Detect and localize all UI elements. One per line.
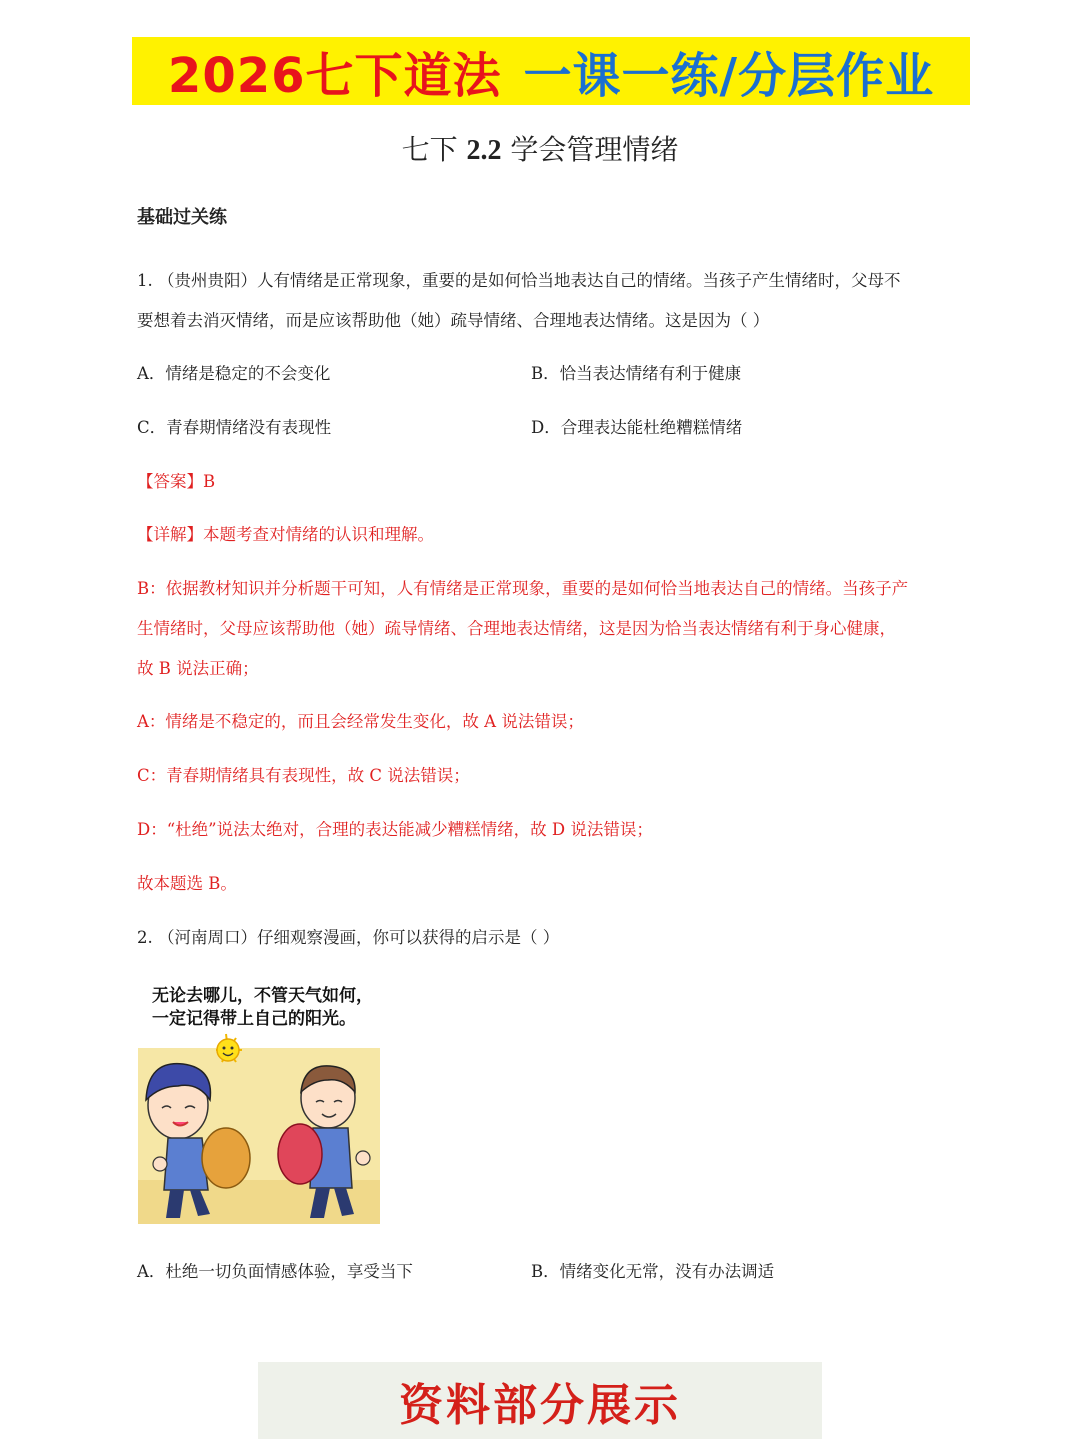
page-title: [0, 128, 1080, 168]
q1-explanation-a: A：情绪是不稳定的，而且会经常发生变化，故 A 说法错误；: [137, 712, 584, 731]
q1-explanation-b-line2: 生情绪时，父母应该帮助他（她）疏导情绪、合理地表达情绪，这是因为恰当表达情绪有利于身心健康，: [137, 619, 896, 638]
q1-stem-line2: 要想着去消灭情绪，而是应该帮助他（她）疏导情绪、合理地表达情绪。这是因为（ ）: [137, 311, 770, 330]
title-banner: [132, 37, 970, 105]
q1-detail: 【详解】本题考查对情绪的认识和理解。: [137, 525, 434, 544]
banner-title-sub: 一课一练/分层作业: [523, 47, 935, 104]
cartoon-caption-line2: 一定记得带上自己的阳光。: [152, 1009, 356, 1029]
q1-explanation-c: C：青春期情绪具有表现性，故 C 说法错误；: [137, 766, 470, 785]
q1-option-b: B．恰当表达情绪有利于健康: [531, 364, 742, 383]
banner-title-main: 2026七下道法: [167, 47, 502, 104]
preview-footer-label: 资料部分展示: [258, 1362, 822, 1439]
page-title-prefix: 七下: [401, 133, 467, 166]
q2-option-a: A．杜绝一切负面情感体验，享受当下: [137, 1262, 413, 1281]
cartoon-image: [138, 1030, 380, 1224]
q1-stem-line1: 1. （贵州贵阳）人有情绪是正常现象，重要的是如何恰当地表达自己的情绪。当孩子产生情绪时，父母不: [137, 271, 901, 290]
q2-stem: 2. （河南周口）仔细观察漫画，你可以获得的启示是（ ）: [137, 928, 560, 947]
page-title-number: 2.2: [466, 135, 502, 166]
section-title: 基础过关练: [137, 207, 227, 228]
q1-conclusion: 故本题选 B。: [137, 874, 237, 893]
q1-explanation-b-line3: 故 B 说法正确；: [137, 659, 259, 678]
q1-explanation-b-line1: B：依据教材知识并分析题干可知，人有情绪是正常现象，重要的是如何恰当地表达自己的情绪。当孩子产: [137, 579, 909, 598]
q2-option-b: B．情绪变化无常，没有办法调适: [531, 1262, 775, 1281]
q1-option-c: C．青春期情绪没有表现性: [137, 418, 332, 437]
q1-answer: 【答案】B: [137, 472, 216, 491]
q1-explanation-d: D：“杜绝”说法太绝对，合理的表达能减少糟糕情绪，故 D 说法错误；: [137, 820, 653, 839]
cartoon-caption: [152, 985, 373, 1031]
q1-option-a: A．情绪是稳定的不会变化: [137, 364, 331, 383]
page-title-suffix: 学会管理情绪: [501, 133, 679, 166]
q1-option-d: D．合理表达能杜绝糟糕情绪: [531, 418, 743, 437]
cartoon-caption-line1: 无论去哪儿，不管天气如何，: [152, 986, 373, 1006]
